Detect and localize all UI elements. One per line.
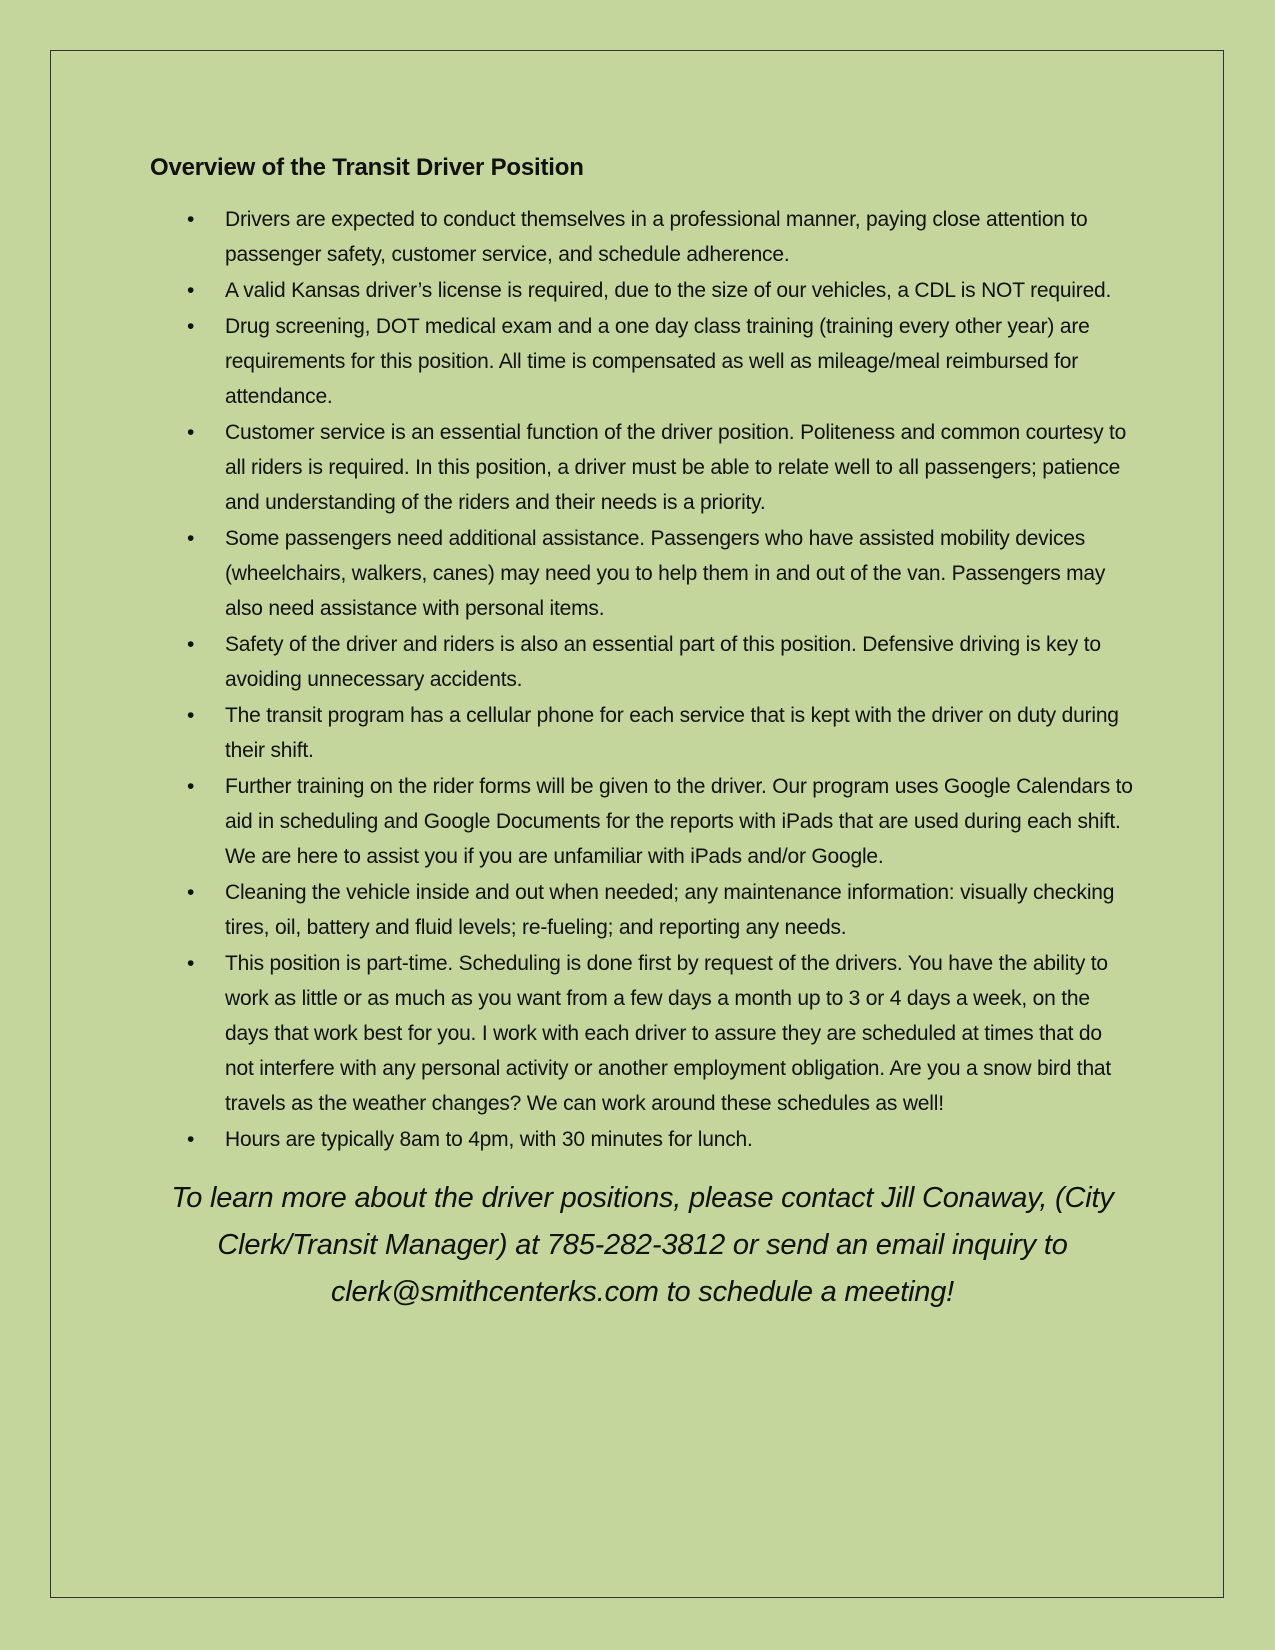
bullet-icon: • — [187, 1128, 195, 1151]
list-item — [150, 769, 1135, 874]
list-item-text: Some passengers need additional assistance. Passengers who have assisted mobility devices (wheelchairs, walkers, canes) may need you to help them in and out of the van. Passengers may also need assistance with personal items. — [225, 527, 1106, 620]
list-item-text: Further training on the rider forms will be given to the driver. Our program uses Google Calendars to aid in scheduling and Google Documents for the reports with iPads that are used during each shift. We are here to assist you if you are unfamiliar with iPads and/or Google. — [225, 775, 1133, 868]
list-item-text: Customer service is an essential function of the driver position. Politeness and common courtesy to all riders is required. In this position, a driver must be able to relate well to all passengers; patience and understanding of the riders and their needs is a priority. — [225, 421, 1127, 514]
bullet-icon: • — [187, 421, 195, 444]
list-item-text: Cleaning the vehicle inside and out when needed; any maintenance information: visually checking tires, oil, battery and fluid levels; re-fueling; and reporting any needs. — [225, 881, 1115, 939]
contact-note: To learn more about the driver positions, please contact Jill Conaway, (City Clerk/Transit Manager) at 785-282-3812 or send an email inquiry to clerk@smithcenterks.com to schedule a meeting! — [171, 1182, 1114, 1308]
document-title: Overview of the Transit Driver Position — [150, 154, 584, 181]
document-body — [150, 150, 1135, 1345]
list-item — [150, 521, 1135, 626]
bullet-icon: • — [187, 881, 195, 904]
list-item-text: Drivers are expected to conduct themselves in a professional manner, paying close attention to passenger safety, customer service, and schedule adherence. — [225, 208, 1088, 266]
bullet-icon: • — [187, 633, 195, 656]
list-item-text: A valid Kansas driver’s license is required, due to the size of our vehicles, a CDL is NOT required. — [225, 279, 1112, 302]
bullet-icon: • — [187, 952, 195, 975]
list-item-text: This position is part-time. Scheduling is done first by request of the drivers. You have the ability to work as little or as much as you want from a few days a month up to 3 or 4 days a week, on the days that work best for you. I work with each driver to assure they are scheduled at times that do not interfere with any personal activity or another employment obligation. Are you a snow bird that travels as the weather changes? We can work around these schedules as well! — [225, 952, 1112, 1115]
list-item-text: Safety of the driver and riders is also an essential part of this position. Defensive driving is key to avoiding unnecessary accidents. — [225, 633, 1101, 691]
list-item — [150, 202, 1135, 272]
list-item — [150, 309, 1135, 414]
bullet-icon: • — [187, 527, 195, 550]
bullet-icon: • — [187, 279, 195, 302]
list-item — [150, 627, 1135, 697]
list-item — [150, 875, 1135, 945]
requirements-list — [150, 202, 1135, 1157]
list-item — [150, 273, 1135, 308]
list-item-text: The transit program has a cellular phone for each service that is kept with the driver on duty during their shift. — [225, 704, 1119, 762]
list-item — [150, 415, 1135, 520]
list-item — [150, 1122, 1135, 1157]
bullet-icon: • — [187, 315, 195, 338]
bullet-icon: • — [187, 775, 195, 798]
list-item — [150, 946, 1135, 1121]
list-item-text: Hours are typically 8am to 4pm, with 30 minutes for lunch. — [225, 1128, 753, 1151]
list-item — [150, 698, 1135, 768]
bullet-icon: • — [187, 704, 195, 727]
bullet-icon: • — [187, 208, 195, 231]
list-item-text: Drug screening, DOT medical exam and a one day class training (training every other year) are requirements for this position. All time is compensated as well as mileage/meal reimbursed for attendance. — [225, 315, 1090, 408]
